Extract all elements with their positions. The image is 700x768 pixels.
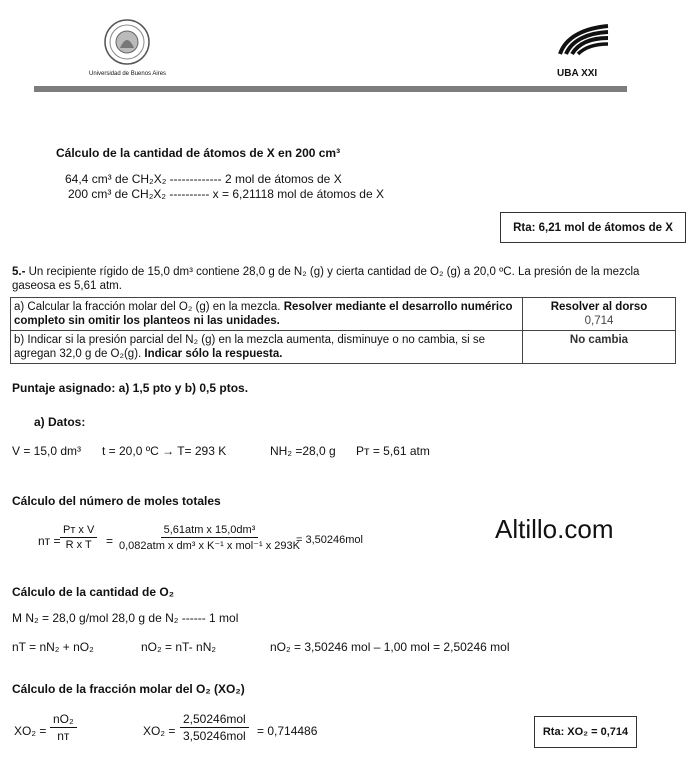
q5-a-text: a) Calcular la fracción molar del O₂ (g) en la mezcla. Resolver mediante el desarrollo numérico completo sin omitir los planteos ni las unidades. (11, 298, 523, 331)
fraccion-lhs2: XO₂ = (143, 724, 176, 738)
calc-atoms-line2: 200 cm³ de CH₂X₂ ---------- x = 6,21118 mol de átomos de X (68, 187, 384, 201)
calc-atoms-title: Cálculo de la cantidad de átomos de X en 200 cm³ (56, 146, 341, 160)
fraccion-answer: Rta: XO₂ = 0,714 (534, 716, 637, 748)
cantidad-o2-title: Cálculo de la cantidad de O₂ (12, 585, 175, 599)
datos-heading: a) Datos: (34, 415, 86, 429)
cantidad-o2-eq1: nT = nN₂ + nO₂ (12, 640, 94, 654)
q5-table (10, 297, 676, 364)
q5-b-answer: No cambia (523, 331, 676, 364)
calc-atoms-line1: 64,4 cm³ de CH₂X₂ ------------- 2 mol de átomos de X (65, 172, 342, 186)
moles-totales-title: Cálculo del número de moles totales (12, 494, 221, 508)
moles-totales-equals: = (106, 534, 114, 548)
watermark: Altillo.com (495, 514, 614, 544)
fraccion-numeric: 2,50246mol 3,50246mol (180, 712, 249, 743)
calc-atoms-answer: Rta: 6,21 mol de átomos de X (500, 212, 686, 243)
moles-totales-result: = 3,50246mol (296, 534, 363, 546)
moles-totales-lhs: nᴛ = (38, 534, 61, 548)
uba-caption: Universidad de Buenos Aires (89, 71, 167, 77)
datos-pressure: Pᴛ = 5,61 atm (356, 444, 430, 458)
ubaxxi-label: UBA XXI (557, 68, 598, 79)
q5-row-a (11, 298, 676, 331)
fraccion-symbolic: $\frac{\text{nO₂}}{\text{nᴛ}}$ (50, 712, 77, 743)
q5-score: Puntaje asignado: a) 1,5 pto y b) 0,5 ptos. (12, 381, 249, 395)
header-divider (34, 86, 627, 92)
q5-a-answer: Resolver al dorso 0,714 (523, 298, 676, 331)
cantidad-o2-line1: M N₂ = 28,0 g/mol 28,0 g de N₂ ------ 1 mol (12, 611, 239, 625)
fraccion-lhs1: XO₂ = (14, 724, 47, 738)
q5-statement-line2: gaseosa es 5,61 atm. (12, 280, 122, 292)
fraccion-result: = 0,714486 (257, 724, 318, 738)
cantidad-o2-eq2: nO₂ = nT- nN₂ (141, 640, 217, 654)
q5-statement-line1: 5.- Un recipiente rígido de 15,0 dm³ contiene 28,0 g de N₂ (g) y cierta cantidad de O₂ (g) a 20,0 ºC. La presión de la mezcla (12, 266, 640, 278)
uba-seal-logo (103, 18, 151, 66)
cantidad-o2-eq3: nO₂ = 3,50246 mol – 1,00 mol = 2,50246 mol (270, 640, 510, 654)
moles-totales-fraction-numeric: 5,61atm x 15,0dm³ 0,082atm x dm³ x K⁻¹ x mol⁻¹ x 293K (119, 524, 300, 552)
datos-mass-n2: NH₂ =28,0 g (270, 444, 336, 458)
q5-b-text: b) Indicar si la presión parcial del N₂ (g) en la mezcla aumenta, disminuye o no cambia, si se agregan 32,0 g de O₂(g). Indicar sólo la respuesta. (11, 331, 523, 364)
datos-temperature: t = 20,0 ºC → T= 293 K (102, 444, 227, 458)
q5-row-b (11, 331, 676, 364)
ubaxxi-logo (556, 24, 610, 56)
fraccion-title: Cálculo de la fracción molar del O₂ (XO₂) (12, 682, 245, 696)
datos-volume: V = 15,0 dm³ (12, 444, 82, 458)
moles-totales-fraction-symbolic: $\frac{\text{Pᴛ x V}}{\text{R x T}}$ (60, 524, 97, 551)
